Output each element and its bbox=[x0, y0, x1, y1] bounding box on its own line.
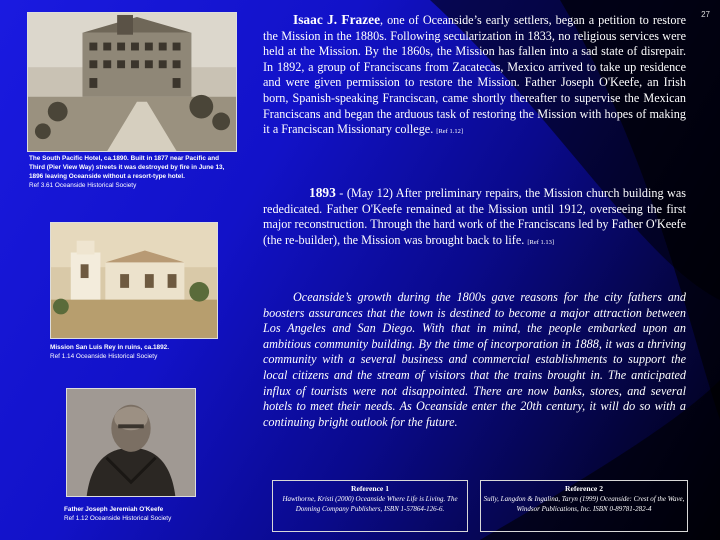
paragraph-growth-text: Oceanside’s growth during the 1800s gave reasons for the city fathers and boosters assurances that the town is destined to become a major attraction between Los Angeles and San Diego. With that in mind, the people embarked upon an ambitious community building. By the time of incorporation in 1888, it was a thriving community with a several business and commercial establishments to support the local citizens and the stream of visitors that the trains brought in. The anticipated influx of tourists were not disappointed. There are now banks, stores, and several hotels to meet their needs. As Oceanside enter the 20th century, it will do so with a continuing bright outlook for the future. bbox=[263, 290, 686, 429]
paragraph-1893-ref: [Ref 1.13] bbox=[527, 238, 555, 246]
okeefe-photo-image bbox=[67, 389, 195, 496]
hotel-photo-image bbox=[28, 13, 236, 151]
reference-1-body: Hawthorne, Kristi (2000) Oceanside Where Life is Living. The Donning Company Publishers, ISBN 1-57864-126-6. bbox=[282, 495, 458, 513]
hotel-photo bbox=[27, 12, 237, 152]
okeefe-caption-ref: Ref 1.12 Oceanside Historical Society bbox=[64, 515, 172, 522]
reference-2-body: Sully, Langdon & Ingalina, Taryn (1999) Oceanside: Crest of the Wave, Windsor Publications, Inc. ISBN 0-89781-282-4 bbox=[483, 495, 685, 513]
reference-box-2 bbox=[480, 480, 688, 532]
paragraph-frazee-lead: Isaac J. Frazee bbox=[293, 12, 381, 27]
mission-caption bbox=[50, 343, 240, 361]
okeefe-photo bbox=[66, 388, 196, 497]
hotel-caption bbox=[29, 154, 235, 190]
hotel-caption-text: The South Pacific Hotel, ca.1890. Built in 1877 near Pacific and Third (Pier View Way) streets it was destroyed by fire in June 13, 1896 leaving Oceanside without a resort-type hotel. bbox=[29, 155, 225, 180]
okeefe-caption-text: Father Joseph Jeremiah O'Keefe bbox=[64, 506, 164, 513]
mission-photo bbox=[50, 222, 218, 339]
okeefe-caption bbox=[64, 505, 234, 523]
mission-caption-text: Mission San Luis Rey in ruins, ca.1892. bbox=[50, 344, 169, 351]
mission-photo-image bbox=[51, 223, 217, 338]
reference-1-title: Reference 1 bbox=[350, 484, 390, 493]
paragraph-frazee bbox=[263, 12, 686, 140]
paragraph-1893 bbox=[263, 185, 686, 250]
paragraph-frazee-text: , one of Oceanside’s early settlers, began a petition to restore the Mission in the 1880s. Following secularization in 1833, no religious services were held at the Mission. By the 1860s, the Mission has fallen into a sad state of disrepair. In 1892, a group of Franciscans from Zacatecas, Mexico arrived to take up residence and were given permission to restore the Mission. Father Joseph O'Keefe, an Irish born, Spanish-speaking Franciscan, came shortly thereafter to supervise the Mexican Franciscans and began the arduous task of restoring the Mission with hopes of making it a Franciscan Missionary college. bbox=[263, 13, 686, 137]
page-number: 27 bbox=[701, 10, 710, 19]
reference-2-title: Reference 2 bbox=[564, 484, 604, 493]
paragraph-1893-text: - (May 12) After preliminary repairs, the Mission church building was rededicated. Father O'Keefe remained at the Mission until 1912, overseeing the first major reconstruction. Through the hard work of the Franciscans led by Father O'Keefe (the re-builder), the Mission was brought back to life. bbox=[263, 186, 686, 247]
paragraph-frazee-ref: [Ref 1.12] bbox=[436, 128, 464, 136]
paragraph-growth bbox=[263, 290, 686, 430]
paragraph-1893-lead: 1893 bbox=[309, 185, 336, 200]
reference-box-1 bbox=[272, 480, 468, 532]
mission-caption-ref: Ref 1.14 Oceanside Historical Society bbox=[50, 353, 158, 360]
hotel-caption-ref: Ref 3.61 Oceanside Historical Society bbox=[29, 182, 137, 189]
